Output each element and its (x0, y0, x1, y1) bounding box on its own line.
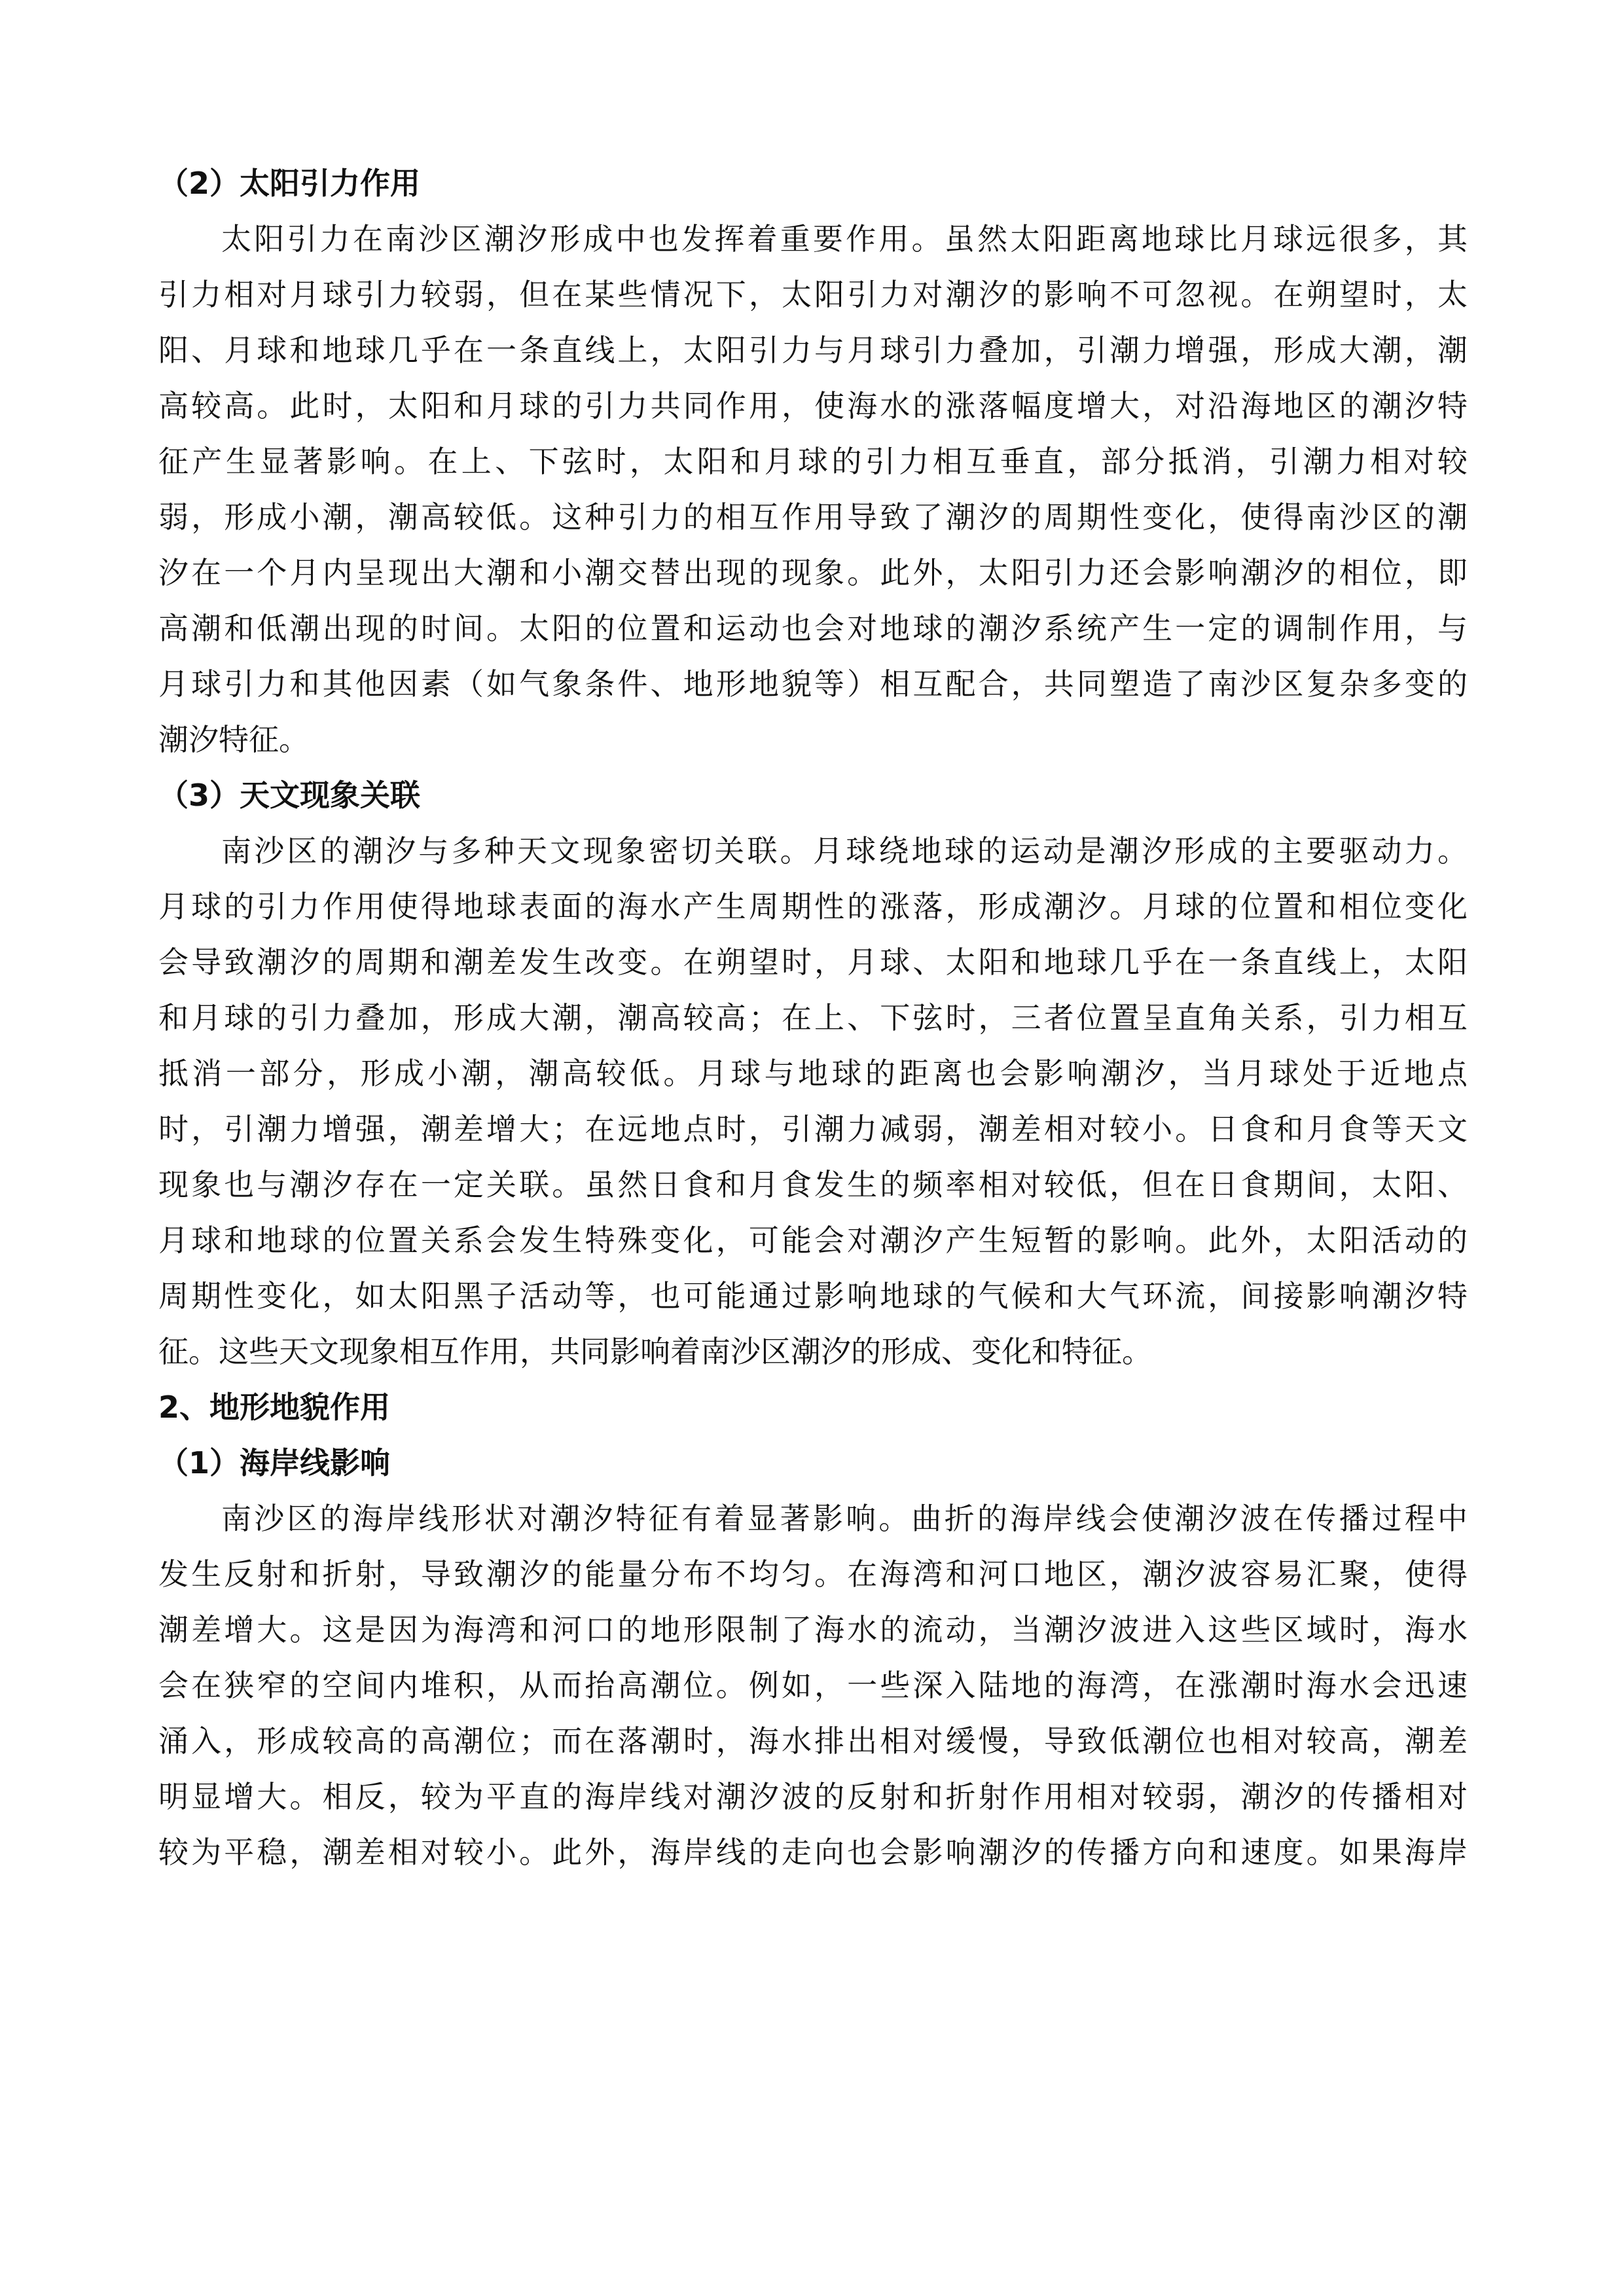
text-line: 抵消一部分，形成小潮，潮高较低。月球与地球的距离也会影响潮汐，当月球处于近地点 (158, 1056, 1468, 1091)
text-line: 会导致潮汐的周期和潮差发生改变。在朔望时，月球、太阳和地球几乎在一条直线上，太阳 (158, 944, 1468, 980)
text-line: 发生反射和折射，导致潮汐的能量分布不均匀。在海湾和河口地区，潮汐波容易汇聚，使得 (158, 1556, 1468, 1592)
heading-topography: 2、地形地貌作用 (158, 1390, 391, 1425)
paragraph-astronomical-phenomena (158, 823, 1468, 1380)
document-page (158, 156, 1468, 1880)
text-line: 弱，形成小潮，潮高较低。这种引力的相互作用导致了潮汐的周期性变化，使得南沙区的潮 (158, 499, 1468, 535)
text-line: 较为平稳，潮差相对较小。此外，海岸线的走向也会影响潮汐的传播方向和速度。如果海岸 (158, 1835, 1468, 1870)
text-line: 高较高。此时，太阳和月球的引力共同作用，使海水的涨落幅度增大，对沿海地区的潮汐特 (158, 388, 1468, 423)
text-line: 引力相对月球引力较弱，但在某些情况下，太阳引力对潮汐的影响不可忽视。在朔望时，太 (158, 277, 1468, 312)
text-line: 南沙区的海岸线形状对潮汐特征有着显著影响。曲折的海岸线会使潮汐波在传播过程中 (221, 1501, 1468, 1536)
text-line: 涌入，形成较高的高潮位；而在落潮时，海水排出相对缓慢，导致低潮位也相对较高，潮差 (158, 1723, 1468, 1759)
text-line: 会在狭窄的空间内堆积，从而抬高潮位。例如，一些深入陆地的海湾，在涨潮时海水会迅速 (158, 1668, 1468, 1703)
text-line: 潮汐特征。 (158, 722, 309, 757)
section-coastline (158, 1435, 1468, 1880)
text-line: 月球引力和其他因素（如气象条件、地形地貌等）相互配合，共同塑造了南沙区复杂多变的 (158, 666, 1468, 702)
text-line: 征产生显著影响。在上、下弦时，太阳和月球的引力相互垂直，部分抵消，引潮力相对较 (158, 444, 1468, 479)
text-line: 汐在一个月内呈现出大潮和小潮交替出现的现象。此外，太阳引力还会影响潮汐的相位，即 (158, 555, 1468, 590)
text-line: 月球和地球的位置关系会发生特殊变化，可能会对潮汐产生短暂的影响。此外，太阳活动的 (158, 1223, 1468, 1258)
text-line: 时，引潮力增强，潮差增大；在远地点时，引潮力减弱，潮差相对较小。日食和月食等天文 (158, 1111, 1468, 1147)
text-line: 太阳引力在南沙区潮汐形成中也发挥着重要作用。虽然太阳距离地球比月球远很多，其 (221, 221, 1468, 257)
section-topography (158, 1380, 1468, 1435)
section-solar-gravity (158, 156, 1468, 768)
text-line: 阳、月球和地球几乎在一条直线上，太阳引力与月球引力叠加，引潮力增强，形成大潮，潮 (158, 332, 1468, 368)
paragraph-solar-gravity (158, 211, 1468, 768)
text-line: 潮差增大。这是因为海湾和河口的地形限制了海水的流动，当潮汐波进入这些区域时，海水 (158, 1612, 1468, 1647)
paragraph-coastline (158, 1491, 1468, 1880)
text-line: 南沙区的潮汐与多种天文现象密切关联。月球绕地球的运动是潮汐形成的主要驱动力。 (221, 833, 1468, 869)
text-line: 现象也与潮汐存在一定关联。虽然日食和月食发生的频率相对较低，但在日食期间，太阳、 (158, 1167, 1468, 1202)
heading-astronomical-phenomena: （3）天文现象关联 (158, 778, 421, 813)
text-line: 征。这些天文现象相互作用，共同影响着南沙区潮汐的形成、变化和特征。 (158, 1334, 1152, 1369)
text-line: 周期性变化，如太阳黑子活动等，也可能通过影响地球的气候和大气环流，间接影响潮汐特 (158, 1278, 1468, 1314)
text-line: 高潮和低潮出现的时间。太阳的位置和运动也会对地球的潮汐系统产生一定的调制作用，与 (158, 611, 1468, 646)
text-line: 和月球的引力叠加，形成大潮，潮高较高；在上、下弦时，三者位置呈直角关系，引力相互 (158, 1000, 1468, 1035)
heading-solar-gravity: （2）太阳引力作用 (158, 166, 421, 201)
section-astronomical-phenomena (158, 768, 1468, 1380)
text-line: 明显增大。相反，较为平直的海岸线对潮汐波的反射和折射作用相对较弱，潮汐的传播相对 (158, 1779, 1468, 1814)
heading-coastline: （1）海岸线影响 (158, 1445, 391, 1480)
text-line: 月球的引力作用使得地球表面的海水产生周期性的涨落，形成潮汐。月球的位置和相位变化 (158, 889, 1468, 924)
